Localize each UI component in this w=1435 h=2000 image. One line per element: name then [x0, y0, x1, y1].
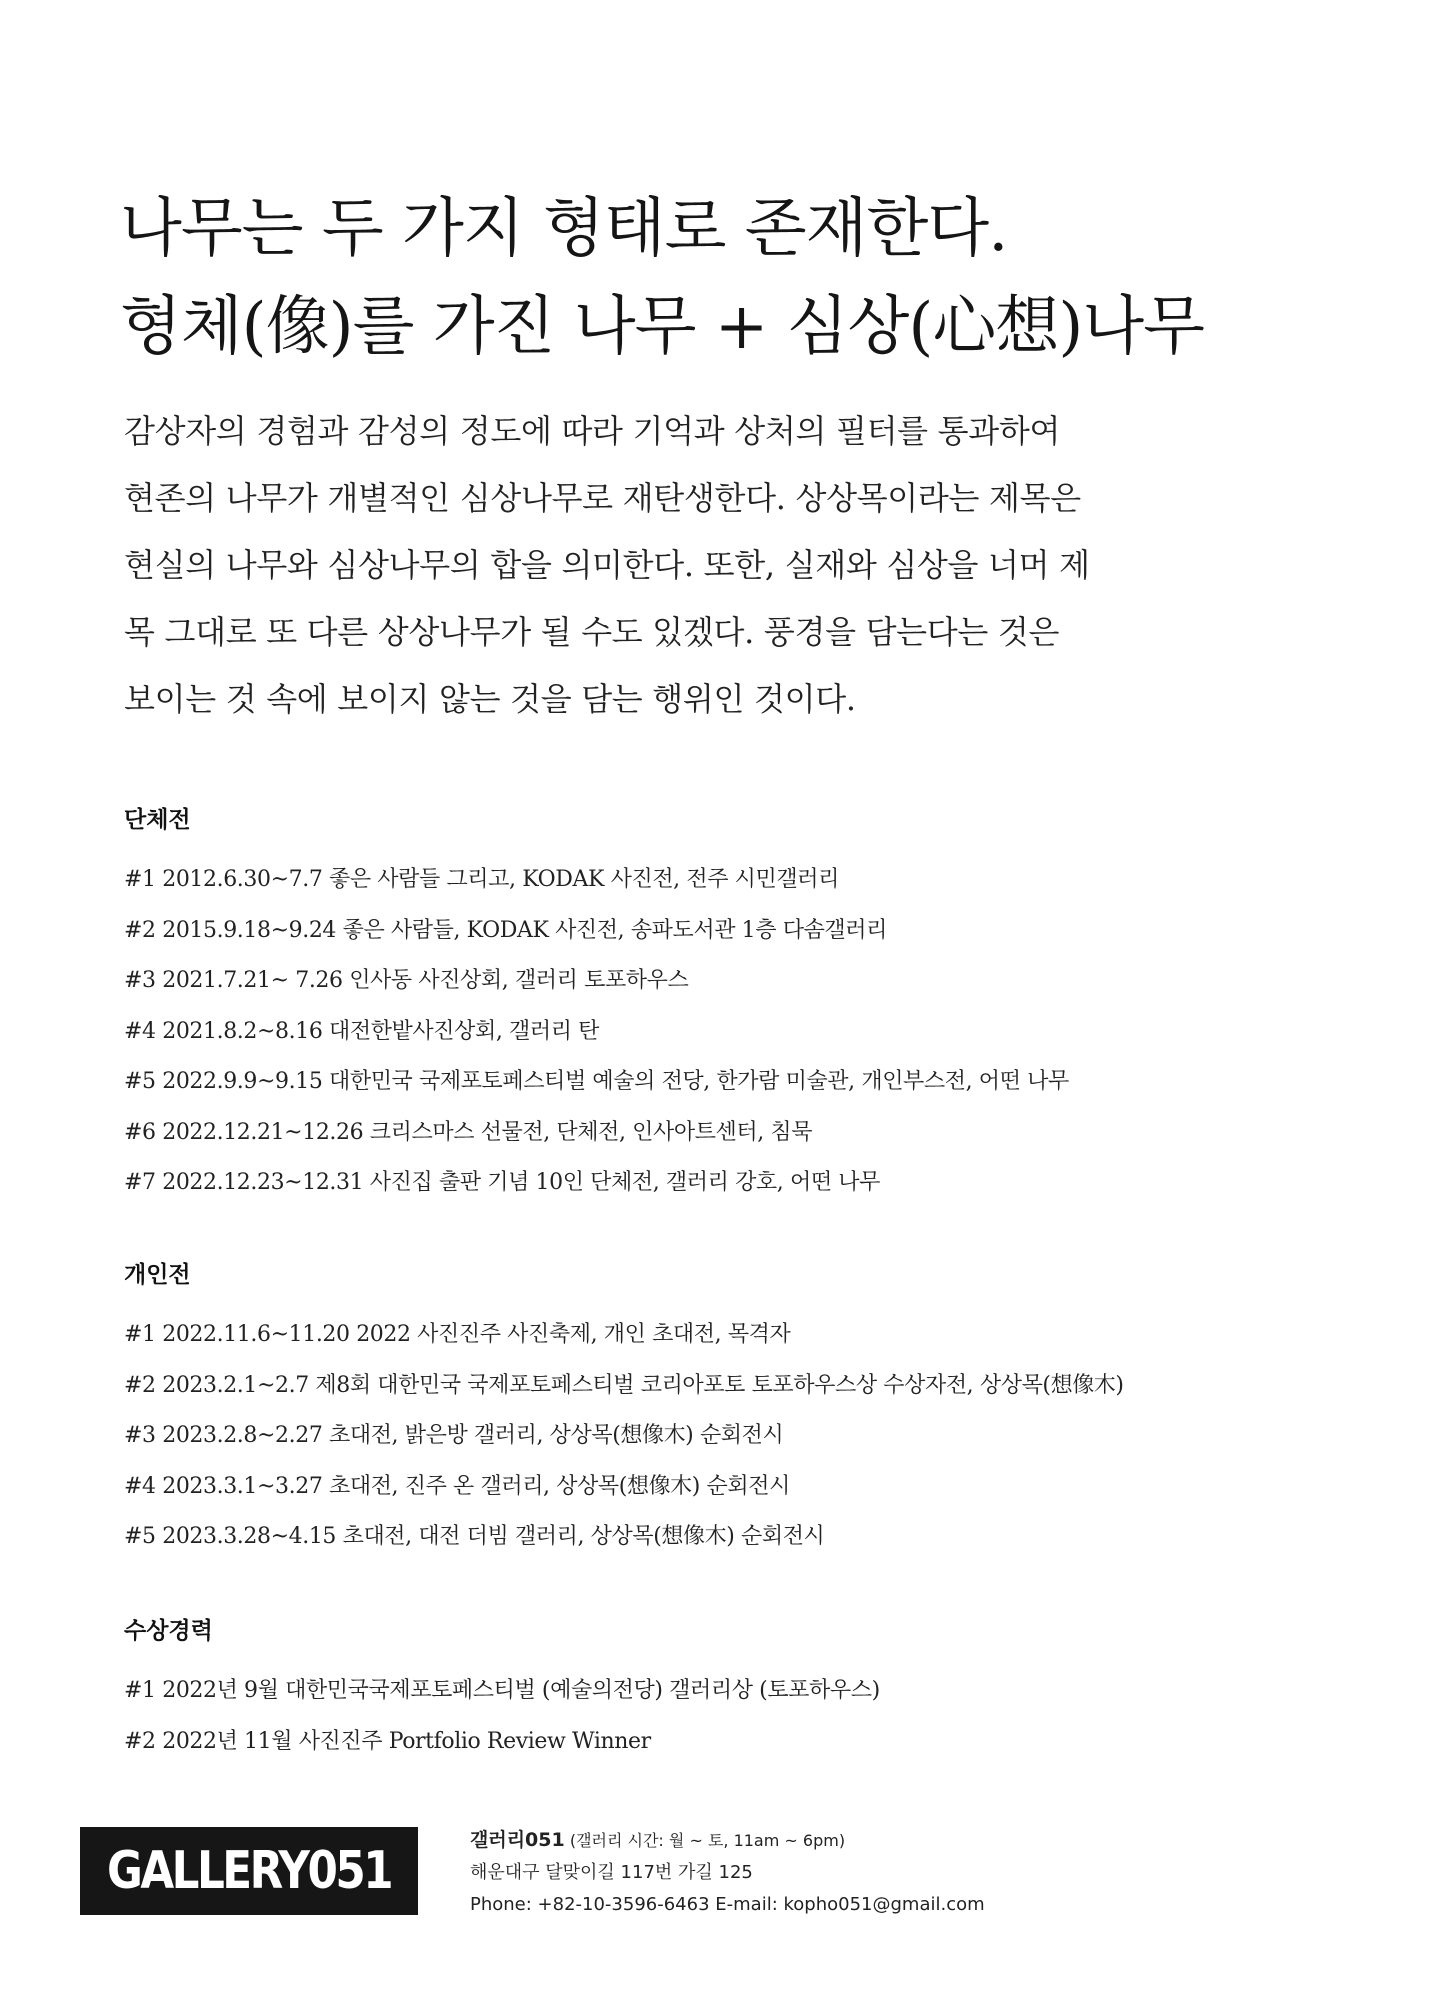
- group-exhibitions-title: 단체전: [124, 807, 191, 833]
- intro-paragraph: [124, 398, 1124, 733]
- awards-section: [124, 1616, 1324, 1767]
- gallery-name: 갤러리051: [470, 1829, 565, 1851]
- intro-line: 감상자의 경험과 감성의 정도에 따라 기억과 상처의 필터를 통과하여: [124, 412, 1061, 450]
- intro-line: 보이는 것 속에 보이지 않는 것을 담는 행위인 것이다.: [124, 680, 856, 718]
- awards-title: 수상경력: [124, 1618, 213, 1644]
- award-item: #2 2022년 11월 사진진주 Portfolio Review Winner: [124, 1728, 651, 1754]
- intro-line: 현존의 나무가 개별적인 심상나무로 재탄생한다. 상상목이라는 제목은: [124, 479, 1081, 517]
- headline-line-1: 나무는 두 가지 형태로 존재한다.: [120, 192, 1008, 266]
- group-exhibition-item: #5 2022.9.9~9.15 대한민국 국제포토페스티벌 예술의 전당, 한가람 미술관, 개인부스전, 어떤 나무: [124, 1069, 1069, 1094]
- group-exhibitions-section: [124, 805, 1324, 1209]
- solo-exhibition-item: #2 2023.2.1~2.7 제8회 대한민국 국제포토페스티벌 코리아포토 토포하우스상 수상자전, 상상목(想像木): [124, 1372, 1124, 1398]
- headline: [120, 180, 1320, 376]
- gallery-address: 해운대구 달맞이길 117번 가길 125: [470, 1862, 753, 1883]
- group-exhibition-item: #3 2021.7.21~ 7.26 인사동 사진상회, 갤러리 토포하우스: [124, 968, 689, 993]
- group-exhibition-item: #6 2022.12.21~12.26 크리스마스 선물전, 단체전, 인사아트센터, 침묵: [124, 1119, 813, 1145]
- gallery-contact: Phone: +82-10-3596-6463 E-mail: kopho051@gmail.com: [470, 1894, 985, 1915]
- solo-exhibition-item: #3 2023.2.8~2.27 초대전, 밝은방 갤러리, 상상목(想像木) 순회전시: [124, 1423, 784, 1448]
- gallery-logo: [80, 1827, 418, 1915]
- solo-exhibitions-section: [124, 1260, 1324, 1563]
- group-exhibition-item: #4 2021.8.2~8.16 대전한밭사진상회, 갤러리 탄: [124, 1018, 600, 1044]
- intro-line: 목 그대로 또 다른 상상나무가 될 수도 있겠다. 풍경을 담는다는 것은: [124, 613, 1060, 651]
- group-exhibition-item: #1 2012.6.30~7.7 좋은 사람들 그리고, KODAK 사진전, 전주 시민갤러리: [124, 867, 839, 892]
- group-exhibition-item: #7 2022.12.23~12.31 사진집 출판 기념 10인 단체전, 갤러리 강호, 어떤 나무: [124, 1170, 880, 1195]
- gallery-name-line: [470, 1824, 985, 1857]
- gallery-info: [470, 1824, 985, 1921]
- intro-line: 현실의 나무와 심상나무의 합을 의미한다. 또한, 실재와 심상을 너머 제: [124, 546, 1090, 584]
- solo-exhibitions-title: 개인전: [124, 1262, 191, 1288]
- headline-line-2: 형체(像)를 가진 나무 + 심상(心想)나무: [120, 290, 1204, 364]
- award-item: #1 2022년 9월 대한민국국제포토페스티벌 (예술의전당) 갤러리상 (토포하우스): [124, 1678, 880, 1703]
- group-exhibition-item: #2 2015.9.18~9.24 좋은 사람들, KODAK 사진전, 송파도서관 1층 다솜갤러리: [124, 917, 887, 943]
- gallery-logo-text: GALLERY051: [106, 1841, 392, 1901]
- gallery-hours: (갤러리 시간: 월 ~ 토, 11am ~ 6pm): [564, 1831, 846, 1850]
- solo-exhibition-item: #4 2023.3.1~3.27 초대전, 진주 온 갤러리, 상상목(想像木) 순회전시: [124, 1473, 790, 1499]
- solo-exhibition-item: #5 2023.3.28~4.15 초대전, 대전 더빔 갤러리, 상상목(想像木) 순회전시: [124, 1524, 825, 1549]
- solo-exhibition-item: #1 2022.11.6~11.20 2022 사진진주 사진축제, 개인 초대전, 목격자: [124, 1322, 791, 1347]
